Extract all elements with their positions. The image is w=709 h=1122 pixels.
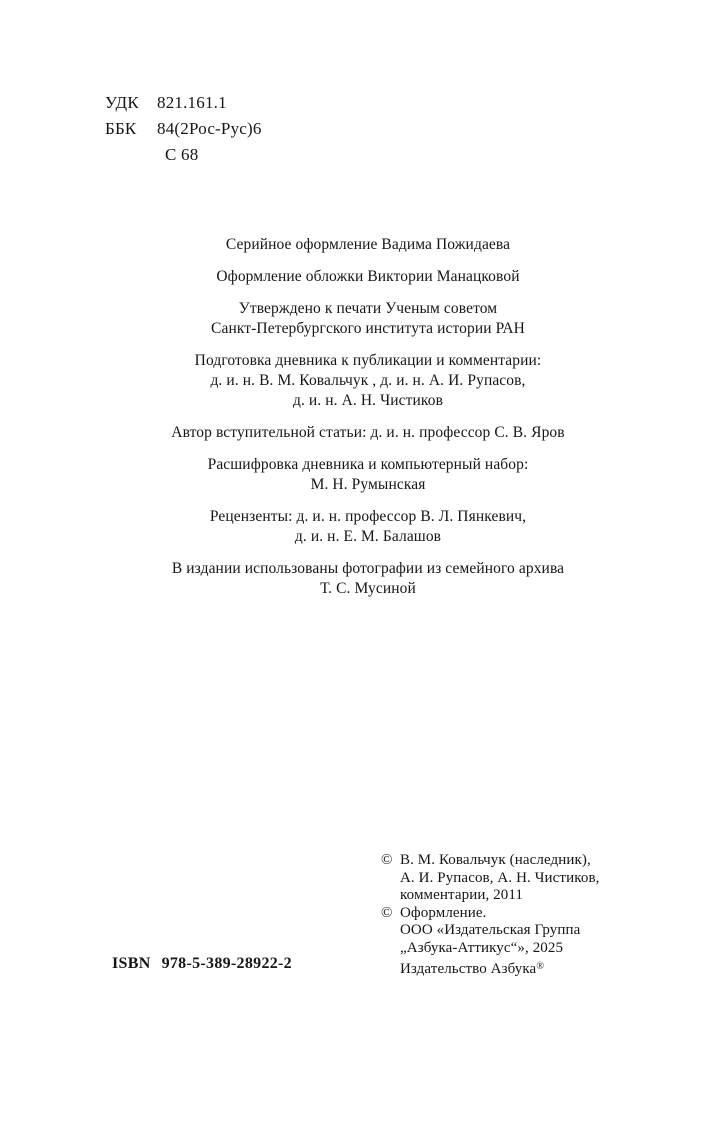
credit-approval (73, 299, 663, 339)
isbn-line (112, 954, 292, 974)
copyright-publisher-entry (381, 905, 599, 978)
copyright-authors-lines (400, 852, 599, 905)
udk-row (105, 90, 262, 116)
copyright-publisher-lines (400, 905, 599, 978)
classification-block (105, 90, 262, 168)
credit-line: М. Н. Румынская (310, 476, 426, 493)
credit-transcription (73, 455, 663, 495)
credits-block (73, 235, 663, 611)
registered-trademark-icon: ® (536, 960, 545, 972)
publisher-name: Издательство Азбука (400, 960, 537, 977)
author-sign-row (105, 142, 262, 168)
copyright-line: А. И. Рупасов, А. Н. Чистиков, (400, 869, 600, 886)
bbk-row (105, 116, 262, 142)
credit-line: В издании использованы фотографии из семейного архива (171, 560, 565, 577)
credit-series-design (73, 235, 663, 255)
credit-line: Расшифровка дневника и компьютерный набор: (207, 456, 529, 473)
copyright-authors-entry (381, 852, 599, 905)
credit-photos (73, 559, 663, 599)
copyright-line: „Азбука-Аттикус“», 2025 (400, 939, 564, 956)
credit-preparation (73, 351, 663, 411)
credit-line: Серийное оформление Вадима Пожидаева (225, 236, 511, 253)
author-sign: С 68 (165, 145, 199, 164)
copyright-line: ООО «Издательская Группа (400, 922, 581, 939)
copyright-icon: © (381, 852, 393, 868)
credit-line: д. и. н. В. М. Ковальчук , д. и. н. А. И. Рупасов, (210, 372, 526, 389)
udk-label: УДК (105, 93, 139, 112)
credit-intro-author (73, 423, 663, 443)
copyright-line: комментарии, 2011 (400, 887, 524, 904)
credit-line: Т. С. Мусиной (320, 580, 416, 597)
isbn-value: 978-5-389-28922-2 (161, 955, 292, 972)
copyright-block (381, 852, 599, 978)
credit-line: Подготовка дневника к публикации и комментарии: (194, 352, 542, 369)
credit-line: Санкт-Петербургского института истории РАН (211, 320, 525, 337)
credit-line: Утверждено к печати Ученым советом (238, 300, 498, 317)
credit-line: Автор вступительной статьи: д. и. н. профессор С. В. Яров (171, 424, 565, 441)
credit-line: Рецензенты: д. и. н. профессор В. Л. Пянкевич, (209, 508, 527, 525)
credit-reviewers (73, 507, 663, 547)
udk-value: 821.161.1 (157, 93, 227, 112)
copyright-line (400, 958, 599, 979)
copyright-icon: © (381, 904, 393, 921)
isbn-label: ISBN (112, 955, 151, 972)
copyright-line: Оформление. (400, 904, 487, 921)
bbk-value: 84(2Рос-Рус)6 (157, 119, 262, 138)
copyright-line: В. М. Ковальчук (наследник), (400, 852, 591, 868)
credit-line: Оформление обложки Виктории Манацковой (216, 268, 520, 285)
bbk-label: ББК (105, 119, 137, 138)
credit-cover-design (73, 267, 663, 287)
credit-line: д. и. н. Е. М. Балашов (294, 528, 442, 545)
credit-line: д. и. н. А. Н. Чистиков (292, 392, 444, 409)
